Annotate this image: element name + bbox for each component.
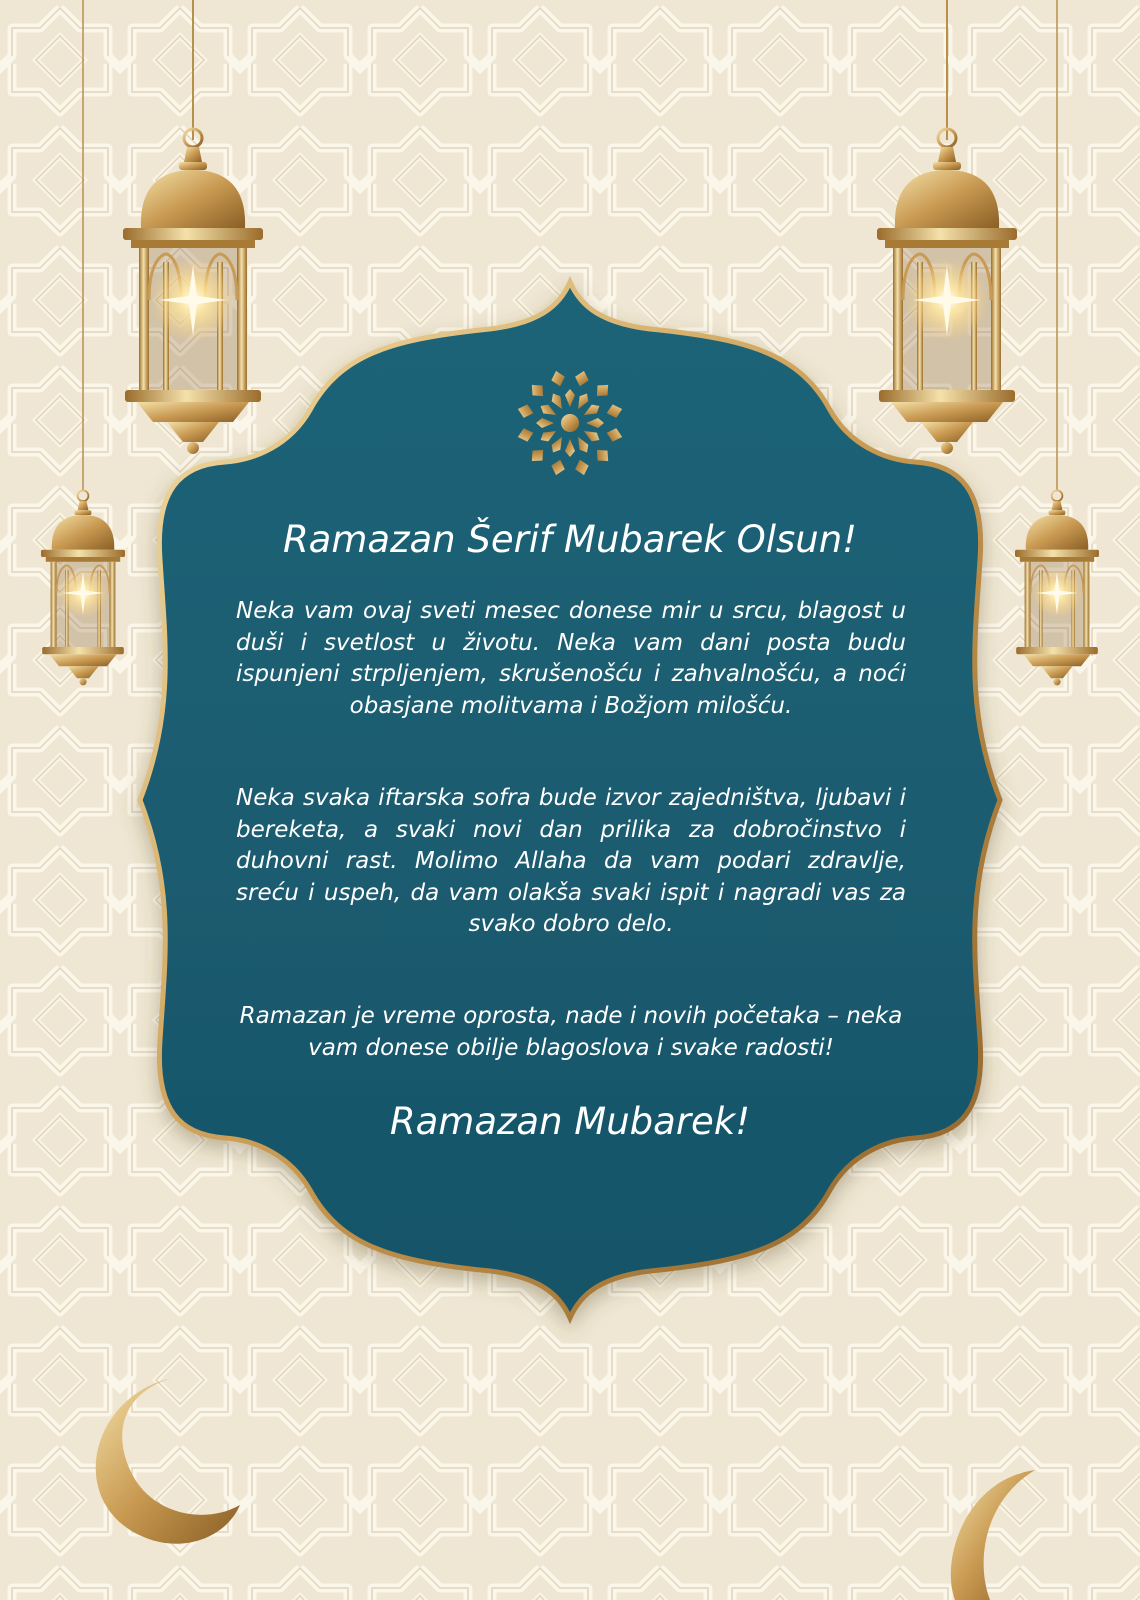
- card-title: Ramazan Šerif Mubarek Olsun!: [282, 518, 858, 561]
- closing-greeting: Ramazan Mubarek!: [389, 1100, 751, 1143]
- message-paragraph: Neka svaka iftarska sofra bude izvor zajedništva, ljubavi i bereketa, a svaki novi dan prilika za dobročinstvo i duhovni rast. Molimo Allaha da vam podari zdravlje, sreću i uspeh, da vam olakša svaki ispit i nagradi vas za svako dobro delo.: [236, 785, 906, 937]
- message-paragraph: Ramazan je vreme oprosta, nade i novih početaka – neka vam donese obilje blagoslova i svake radosti!: [239, 1003, 903, 1061]
- message-paragraph: Neka vam ovaj sveti mesec donese mir u srcu, blagost u duši i svetlost u životu. Neka vam dani posta budu ispunjeni strpljenjem, skrušenošću i zahvalnošću, a noći obasjane molitvama i Božjom milošću.: [236, 598, 906, 719]
